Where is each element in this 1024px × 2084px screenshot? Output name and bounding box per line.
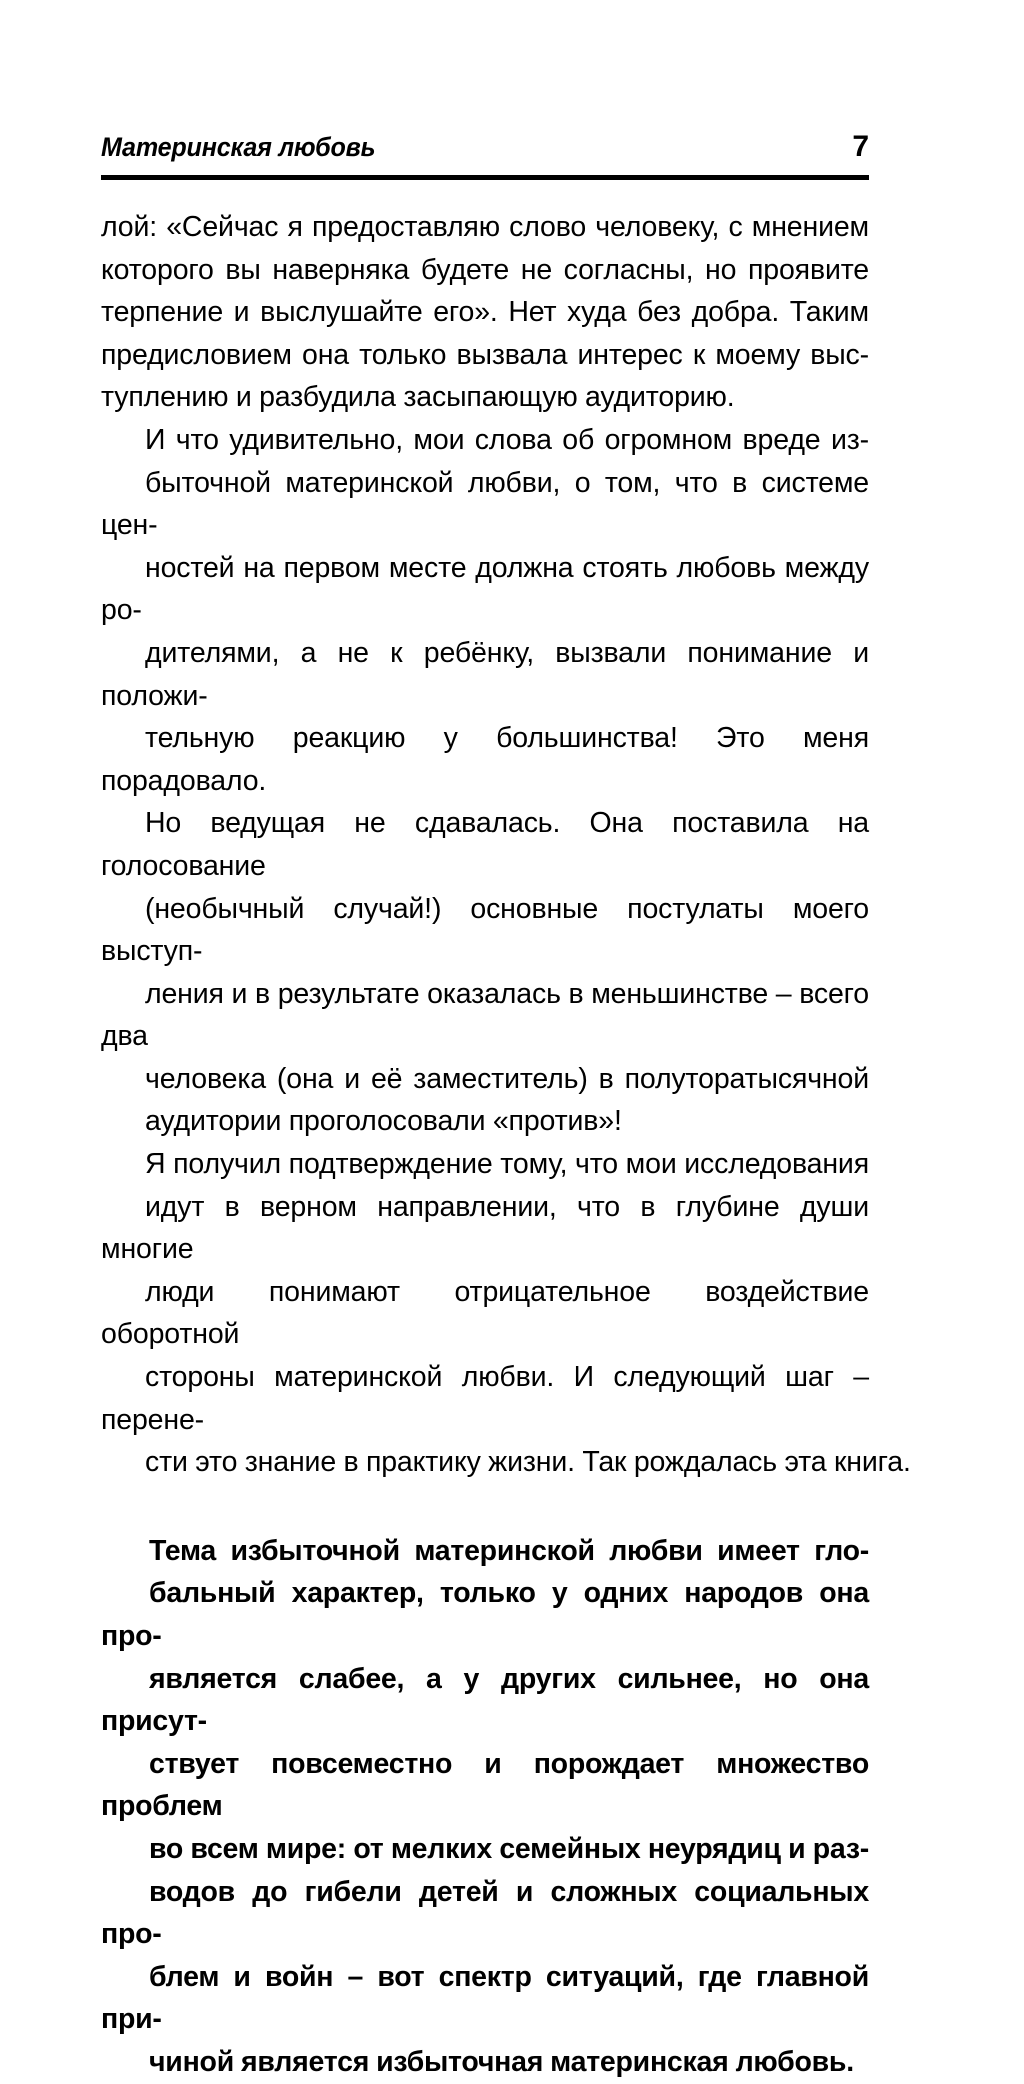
text-line: Я получил подтверждение тому, что мои исследования: [145, 1148, 869, 1181]
text-line: (необычный случай!) основные постулаты моего выступ-: [101, 892, 869, 968]
text-line: ствует повсеместно и порождает множество проблем: [101, 1747, 869, 1823]
text-line: быточной материнской любви, о том, что в системе цен-: [101, 466, 869, 542]
paragraph-1: [101, 206, 869, 419]
text-line: ления и в результате оказалась в меньшинстве – всего два: [101, 977, 869, 1053]
text-line: аудитории проголосовали «против»!: [145, 1105, 622, 1138]
text-line: туплению и разбудила засыпающую аудиторию.: [101, 381, 735, 414]
page-number: 7: [852, 130, 869, 163]
text-line: люди понимают отрицательное воздействие оборотной: [101, 1275, 869, 1351]
text-line: лой: «Сейчас я предоставляю слово человеку, с мнением: [101, 211, 869, 243]
text-line: Тема избыточной материнской любви имеет гло-: [149, 1534, 869, 1567]
text-line: терпение и выслушайте его». Нет худа без добра. Таким: [101, 296, 869, 329]
text-line: которого вы наверняка будете не согласны, но проявите: [101, 253, 869, 286]
text-line: Но ведущая не сдавалась. Она поставила на голосование: [101, 807, 869, 882]
text-line: является слабее, а у других сильнее, но она присут-: [101, 1662, 869, 1738]
text-line: бальный характер, только у одних народов она про-: [101, 1577, 869, 1652]
text-line: стороны материнской любви. И следующий шаг – перене-: [101, 1361, 869, 1436]
text-column: [101, 206, 911, 2084]
text-line: сти это знание в практику жизни. Так рождалась эта книга.: [145, 1446, 911, 1479]
paragraph-4-bold: [101, 1530, 869, 2084]
text-line: предисловием она только вызвала интерес к моему выс-: [101, 338, 869, 371]
running-head: [101, 132, 869, 163]
text-line: человека (она и её заместитель) в полуторатысячной: [145, 1062, 869, 1095]
header-rule: [101, 175, 869, 180]
text-line: И что удивительно, мои слова об огромном вреде из-: [145, 423, 869, 456]
text-line: ностей на первом месте должна стоять любовь между ро-: [101, 551, 869, 627]
text-line: чиной является избыточная материнская любовь.: [149, 2045, 854, 2078]
paragraph-2: [101, 419, 869, 1143]
text-line: тельную реакцию у большинства! Это меня порадовало.: [101, 722, 869, 797]
paragraph-3: [101, 1143, 911, 1484]
text-line: дителями, а не к ребёнку, вызвали понимание и положи-: [101, 636, 869, 712]
text-line: во всем мире: от мелких семейных неурядиц и раз-: [149, 1832, 869, 1865]
text-line: блем и войн – вот спектр ситуаций, где главной при-: [101, 1960, 869, 2036]
text-line: идут в верном направлении, что в глубине души многие: [101, 1190, 869, 1266]
running-head-title: Материнская любовь: [101, 132, 376, 162]
paragraph-spacer: [101, 1484, 869, 1530]
text-line: водов до гибели детей и сложных социальных про-: [101, 1875, 869, 1951]
